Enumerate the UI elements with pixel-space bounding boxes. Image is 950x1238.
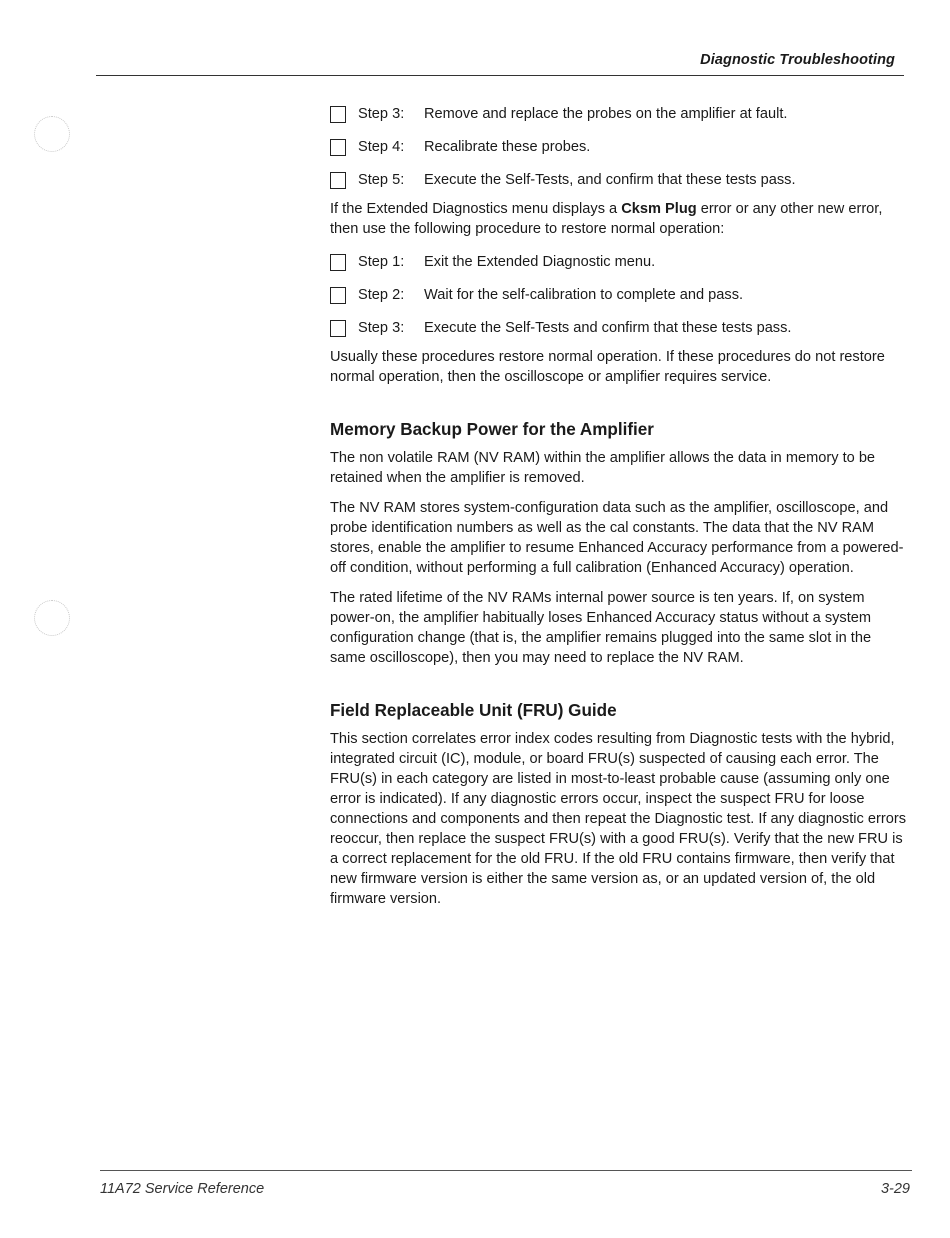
extended-diagnostics-intro: [330, 199, 910, 239]
step-text: Execute the Self-Tests and confirm that these tests pass.: [424, 320, 792, 336]
step-number: Step 2:: [358, 287, 405, 303]
binder-hole-middle: [34, 600, 70, 636]
step-checkbox: [330, 320, 346, 337]
body-paragraph: The non volatile RAM (NV RAM) within the amplifier allows the data in memory to be retained when the amplifier is removed.: [330, 450, 876, 486]
step-text: Recalibrate these probes.: [424, 139, 591, 155]
step-number: Step 3:: [358, 320, 405, 336]
body-paragraph: The NV RAM stores system-configuration data such as the amplifier, oscilloscope, and probe identification numbers as well as the cal constants. The data that the NV RAM stores, enable the amplifier to resume Enhanced Accuracy performance from a powered-off condition, without performing a full calibration (Enhanced Accuracy) operation.: [330, 500, 904, 576]
intro-text-after: error or any other new error, then use the following procedure to restore normal operation:: [330, 201, 883, 237]
body-paragraph: This section correlates error index codes resulting from Diagnostic tests with the hybrid, integrated circuit (IC), module, or board FRU(s) suspected of causing each error. The FRU(s) in each category are listed in most-to-least probable cause (assuming only one error is indicated). If any diagnostic errors occur, inspect the suspect FRU for loose connections and components and then repeat the Diagnostic test. If any diagnostic errors reoccur, then replace the suspect FRU(s) with a good FRU(s). Verify that the new FRU is a correct replacement for the old FRU. If the old FRU contains firmware, then verify that new firmware version is either the same version as, or an updated version of, the old firmware version.: [330, 731, 906, 907]
intro-text-before: If the Extended Diagnostics menu displays a: [330, 201, 622, 217]
step-list-b: [330, 251, 910, 339]
section-heading-memory-backup: Memory Backup Power for the Amplifier: [330, 420, 654, 439]
step-item: [330, 169, 910, 191]
step-list-a: [330, 103, 910, 191]
step-number: Step 4:: [358, 139, 405, 155]
step-checkbox: [330, 139, 346, 156]
step-text: Wait for the self-calibration to complete and pass.: [424, 287, 744, 303]
step-text: Execute the Self-Tests, and confirm that these tests pass.: [424, 172, 796, 188]
restore-operation-paragraph: Usually these procedures restore normal operation. If these procedures do not restore normal operation, then the oscilloscope or amplifier requires service.: [330, 349, 885, 385]
step-item: [330, 317, 910, 339]
page-number: 3-29: [880, 1181, 910, 1197]
footer-rule: [100, 1170, 912, 1171]
section-heading-fru-guide: Field Replaceable Unit (FRU) Guide: [330, 701, 617, 720]
step-item: [330, 103, 910, 125]
step-checkbox: [330, 254, 346, 271]
step-text: Exit the Extended Diagnostic menu.: [424, 254, 656, 270]
step-checkbox: [330, 172, 346, 189]
body-paragraph: The rated lifetime of the NV RAMs internal power source is ten years. If, on system power-on, the amplifier habitually loses Enhanced Accuracy status without a system configuration change (that is, the amplifier remains plugged into the same slot in the same oscilloscope), then you may need to replace the NV RAM.: [330, 590, 872, 666]
step-item: [330, 284, 910, 306]
step-item: [330, 251, 910, 273]
step-number: Step 5:: [358, 172, 405, 188]
step-item: [330, 136, 910, 158]
step-checkbox: [330, 106, 346, 123]
footer-manual-title: 11A72 Service Reference: [100, 1181, 265, 1197]
step-number: Step 3:: [358, 106, 405, 122]
step-text: Remove and replace the probes on the amplifier at fault.: [424, 106, 788, 122]
binder-hole-top: [34, 116, 70, 152]
cksm-plug-term: Cksm Plug: [621, 201, 697, 217]
page-header-title: Diagnostic Troubleshooting: [700, 52, 895, 68]
step-checkbox: [330, 287, 346, 304]
step-number: Step 1:: [358, 254, 405, 270]
page-content: [330, 103, 910, 919]
header-rule: [96, 75, 904, 76]
